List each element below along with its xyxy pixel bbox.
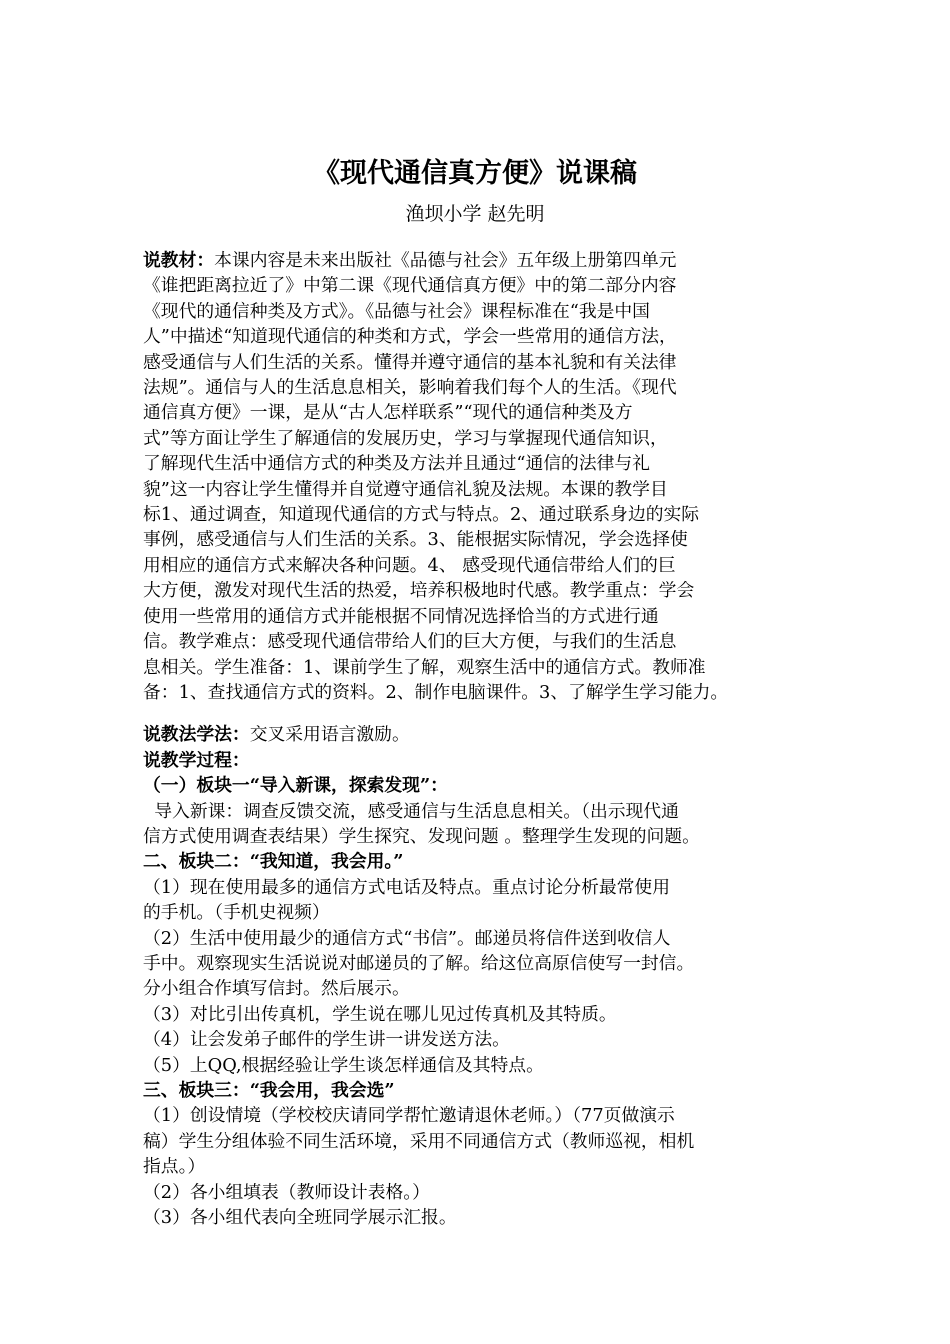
- section-heading-process: 说教学过程：: [143, 749, 250, 771]
- paragraph-gap: [143, 705, 813, 722]
- textbook-line: [143, 248, 813, 273]
- textbook-text-line: 大方便，激发对现代生活的热爱，培养积极地时代感。教学重点：学会: [143, 580, 695, 602]
- textbook-text-line: 息相关。学生准备：1、课前学生了解，观察生活中的通信方式。教师准: [143, 656, 706, 678]
- block2-item: （3）对比引出传真机，学生说在哪儿见过传真机及其特质。: [143, 1003, 617, 1025]
- textbook-text-line: 《谁把距离拉近了》中第二课《现代通信真方便》中的第二部分内容: [143, 275, 677, 297]
- method-line: [143, 722, 813, 747]
- block2-item: 分小组合作填写信封。然后展示。: [143, 978, 410, 1000]
- block2-item: 的手机。（手机史视频）: [143, 902, 330, 924]
- block3-item: （2）各小组填表（教师设计表格。）: [143, 1181, 430, 1203]
- textbook-text-line: 人”中描述“知道现代通信的种类和方式，学会一些常用的通信方法，: [143, 326, 677, 348]
- block1-text-line: 导入新课：调查反馈交流，感受通信与生活息息相关。（出示现代通: [143, 800, 679, 822]
- textbook-text-line: 法规”。通信与人的生活息息相关，影响着我们每个人的生活。《现代: [143, 377, 677, 399]
- textbook-text-line: 《现代的通信种类及方式》。《品德与社会》课程标准在“我是中国: [143, 300, 650, 322]
- author-line: 渔坝小学 赵先明: [405, 203, 545, 225]
- block2-heading: 二、板块二：“我知道，我会用。”: [143, 851, 404, 873]
- block2-item: （1）现在使用最多的通信方式电话及特点。重点讨论分析最常使用: [143, 876, 670, 898]
- textbook-text-line: 用相应的通信方式来解决各种问题。4、 感受现代通信带给人们的巨: [143, 554, 676, 576]
- block2-item: （5）上QQ,根据经验让学生谈怎样通信及其特点。: [143, 1054, 544, 1076]
- textbook-text-line: 信。教学难点：感受现代通信带给人们的巨大方便，与我们的生活息: [143, 631, 677, 653]
- document-title: 《现代通信真方便》说课稿: [313, 158, 637, 189]
- block3-item: 稿）学生分组体验不同生活环境，采用不同通信方式（教师巡视，相机: [143, 1130, 695, 1152]
- section-heading-method: 说教法学法：: [143, 724, 250, 746]
- textbook-text-line: 了解现代生活中通信方式的种类及方法并且通过“通信的法律与礼: [143, 453, 650, 475]
- block3-item: （1）创设情境（学校校庆请同学帮忙邀请退休老师。）（77页做演示: [143, 1105, 675, 1127]
- method-text: 交叉采用语言激励。: [249, 724, 410, 746]
- textbook-text-line: 使用一些常用的通信方式并能根据不同情况选择恰当的方式进行通: [143, 605, 659, 627]
- block3-item: （3）各小组代表向全班同学展示汇报。: [143, 1207, 457, 1229]
- textbook-text-line: 感受通信与人们生活的关系。懂得并遵守通信的基本礼貌和有关法律: [143, 351, 677, 373]
- textbook-text-line: 标1、通过调查，知道现代通信的方式与特点。2、通过联系身边的实际: [143, 504, 700, 526]
- textbook-text-line: 通信真方便》一课，是从“古人怎样联系”“现代的通信种类及方: [143, 402, 633, 424]
- block1-text-line: 信方式使用调查表结果）学生探究、发现问题 。整理学生发现的问题。: [143, 825, 700, 847]
- section-heading-textbook: 说教材：: [143, 250, 215, 271]
- textbook-text-line: 备：1、查找通信方式的资料。2、制作电脑课件。3、了解学生学习能力。: [143, 681, 729, 703]
- block3-item: 指点。）: [143, 1156, 206, 1178]
- document-body: [143, 248, 813, 1230]
- textbook-text-line: 式”等方面让学生了解通信的发展历史，学习与掌握现代通信知识，: [143, 427, 668, 449]
- textbook-text-line: 本课内容是未来出版社《品德与社会》五年级上册第四单元: [214, 250, 677, 271]
- block3-heading: 三、板块三：“我会用，我会选”: [143, 1080, 395, 1101]
- textbook-text-line: 事例，感受通信与人们生活的关系。3、能根据实际情况，学会选择使: [143, 529, 688, 551]
- block2-item: 手中。观察现实生活说说对邮递员的了解。给这位高原信使写一封信。: [143, 952, 695, 974]
- block1-heading: （一）板块一“导入新课，探索发现”：: [143, 775, 448, 797]
- textbook-text-line: 貌”这一内容让学生懂得并自觉遵守通信礼貌及法规。本课的教学目: [143, 478, 668, 500]
- block2-item: （2）生活中使用最少的通信方式“书信”。邮递员将信件送到收信人: [143, 927, 671, 949]
- block2-item: （4）让会发弟子邮件的学生讲一讲发送方法。: [143, 1029, 510, 1051]
